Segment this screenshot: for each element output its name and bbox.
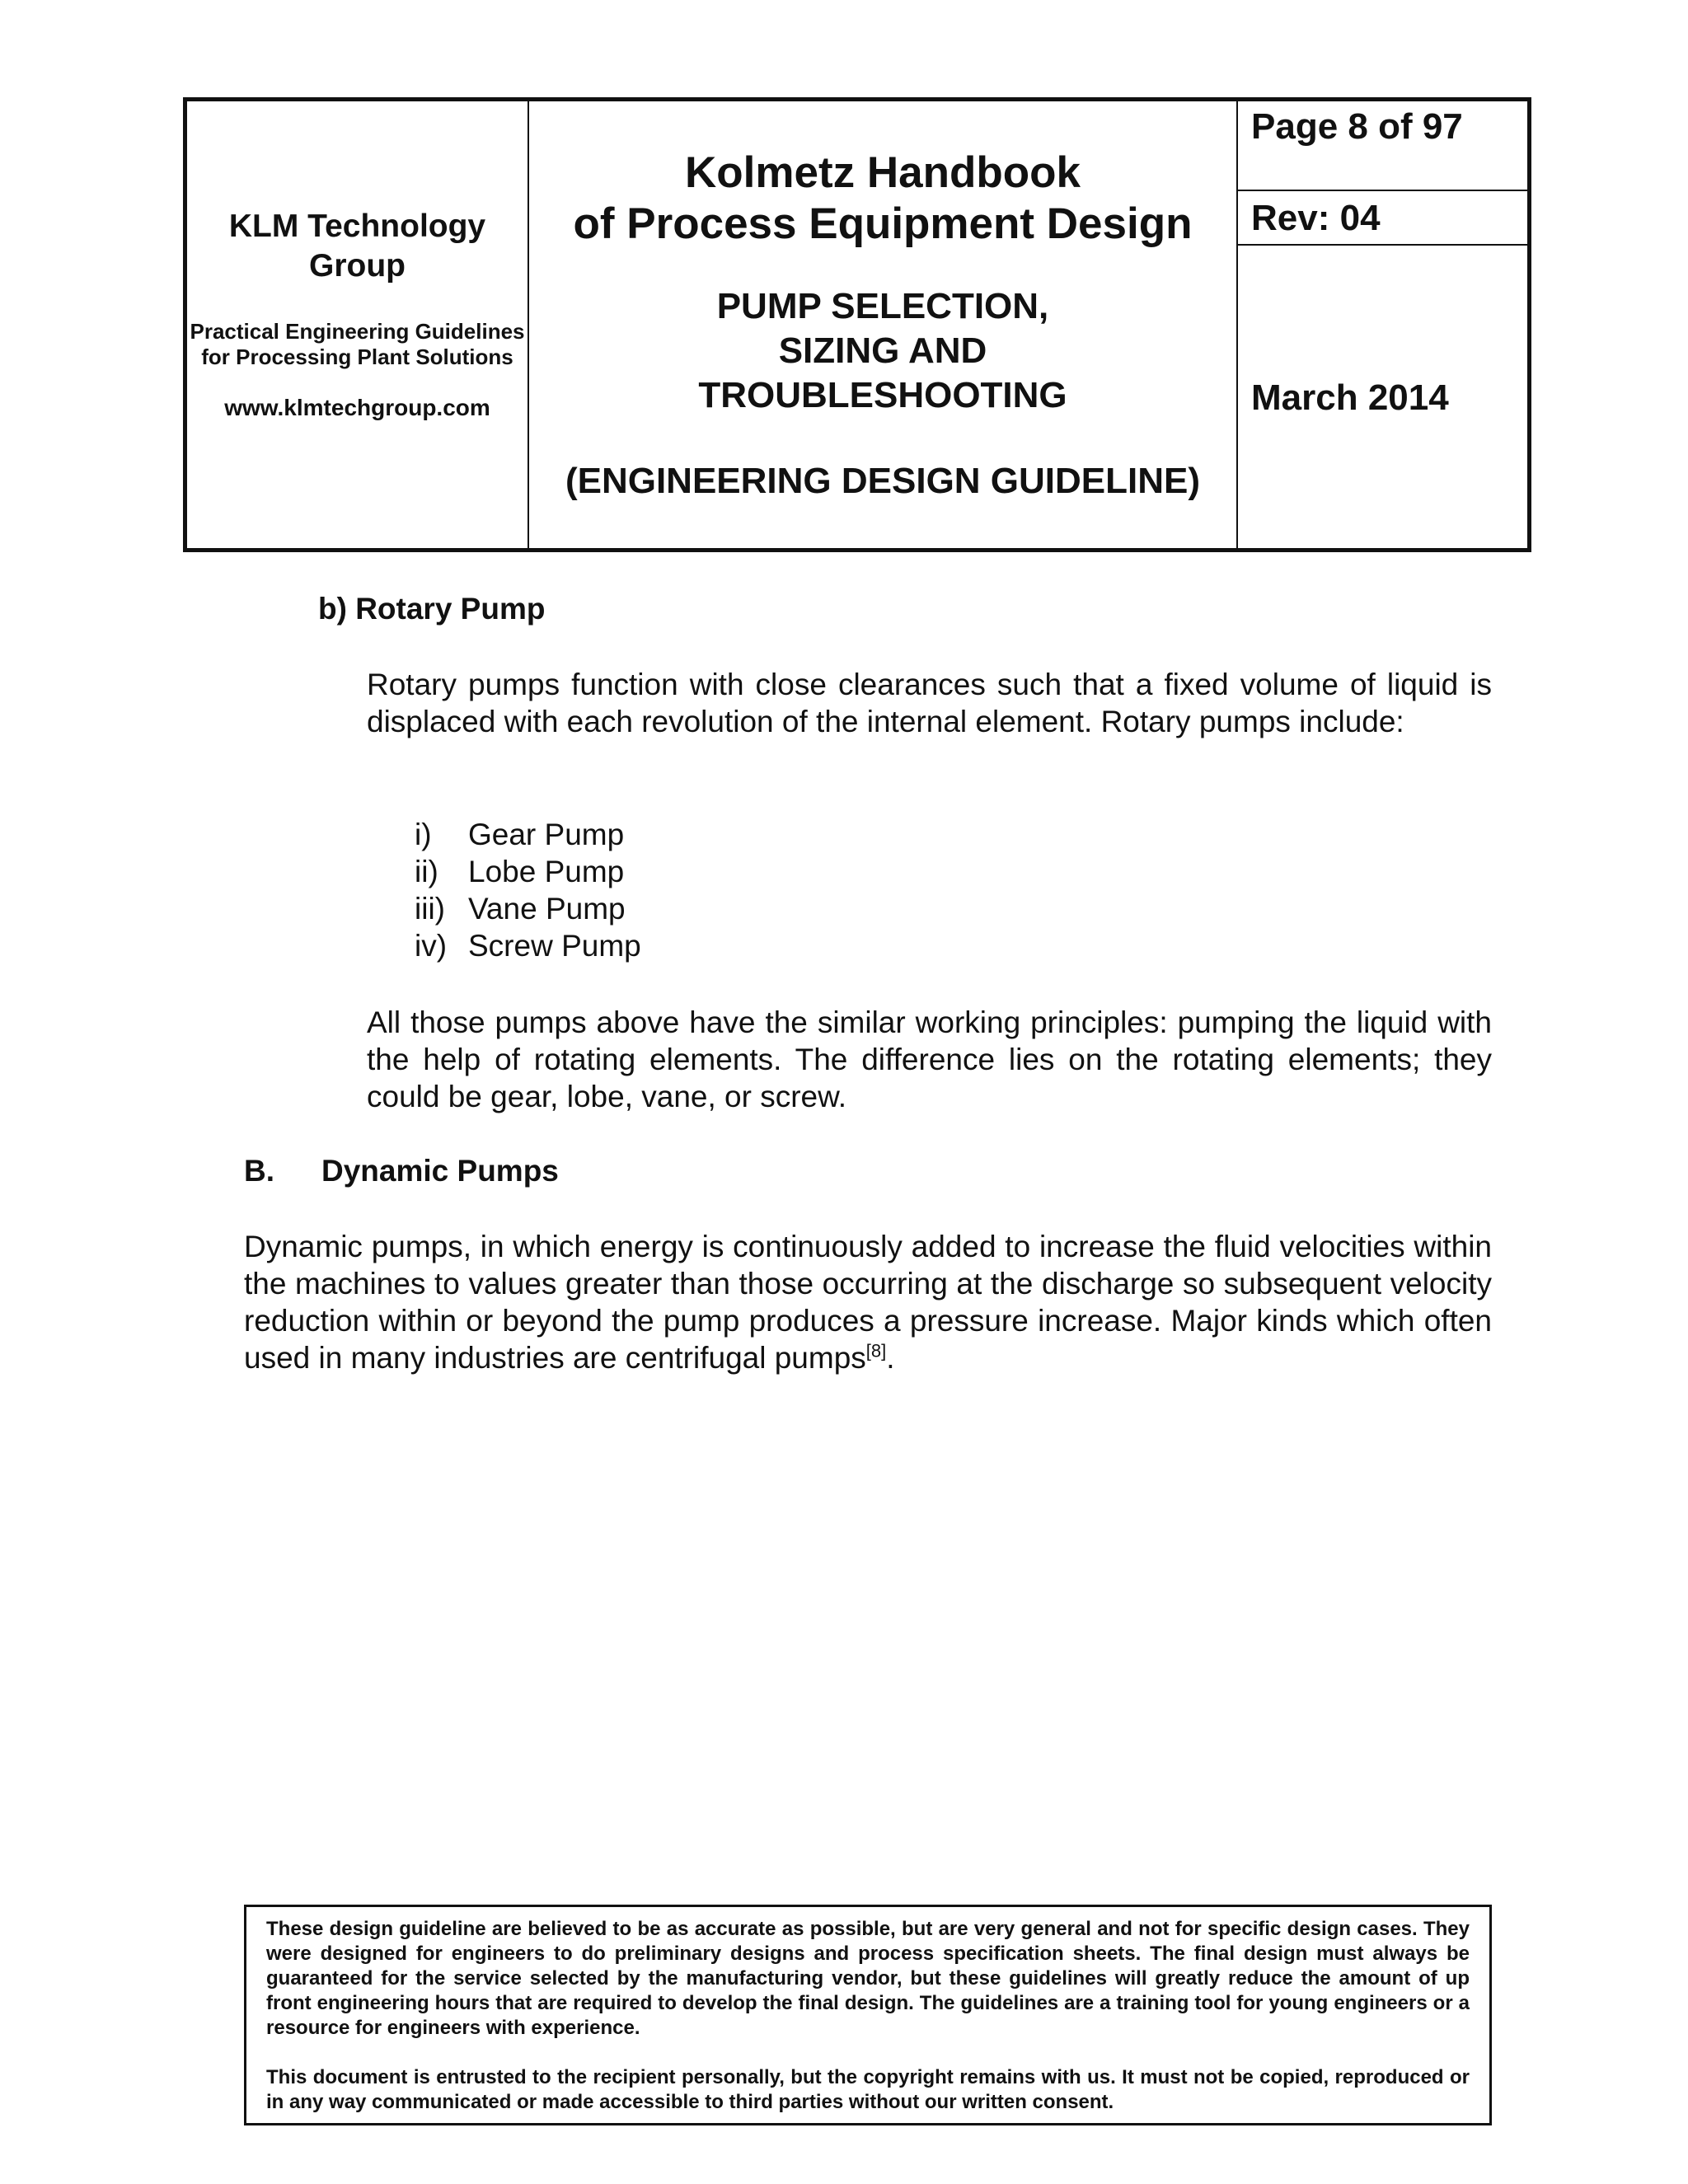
list-item-number: iv) bbox=[415, 929, 448, 963]
section-label: Dynamic Pumps bbox=[321, 1154, 559, 1188]
org-column bbox=[187, 101, 529, 548]
list-item bbox=[415, 890, 641, 927]
org-name: KLM Technology Group bbox=[228, 209, 486, 284]
list-item bbox=[415, 927, 641, 964]
meta-column bbox=[1238, 101, 1527, 548]
org-tagline: Practical Engineering Guidelines for Processing Plant Solutions bbox=[190, 319, 525, 369]
footer-disclaimer-box bbox=[244, 1905, 1492, 2125]
sentence-end: . bbox=[886, 1341, 895, 1375]
citation-reference: [8] bbox=[865, 1340, 887, 1361]
list-item-label: Lobe Pump bbox=[468, 855, 625, 888]
document-header bbox=[183, 97, 1531, 552]
list-item-label: Gear Pump bbox=[468, 818, 625, 851]
document-title-line: PUMP SELECTION, bbox=[716, 286, 1049, 326]
handbook-title-line: of Process Equipment Design bbox=[573, 199, 1193, 248]
list-item-label: Screw Pump bbox=[468, 929, 641, 963]
rotary-pump-heading: b) Rotary Pump bbox=[318, 592, 546, 626]
rotary-pump-summary: All those pumps above have the similar working principles: pumping the liquid with the help of rotating elements. The difference lies on the rotating elements; they could be gear, lobe, vane, or screw. bbox=[367, 1005, 1492, 1113]
document-date: March 2014 bbox=[1251, 377, 1449, 418]
dynamic-pumps-body: Dynamic pumps, in which energy is continuously added to increase the fluid velocities within the machines to values greater than those occurring at the discharge so subsequent velocity reduction within or beyond the pump produces a pressure increase. Major kinds which often used in many industries are centrifugal pumps bbox=[244, 1230, 1492, 1375]
rotary-pump-intro: Rotary pumps function with close clearances such that a fixed volume of liquid is displaced with each revolution of the internal element. Rotary pumps include: bbox=[367, 668, 1492, 738]
dynamic-pumps-text bbox=[244, 1228, 1492, 1376]
revision-number: Rev: 04 bbox=[1238, 191, 1527, 246]
document-title-line: TROUBLESHOOTING bbox=[698, 375, 1067, 415]
document-title bbox=[529, 284, 1236, 418]
org-website: www.klmtechgroup.com bbox=[224, 395, 490, 420]
list-item-number: ii) bbox=[415, 855, 438, 888]
list-item bbox=[415, 816, 641, 853]
rotary-pump-list bbox=[415, 816, 641, 964]
list-item-label: Vane Pump bbox=[468, 892, 626, 926]
handbook-title-line: Kolmetz Handbook bbox=[685, 148, 1081, 197]
list-item-number: iii) bbox=[415, 892, 445, 926]
list-item-number: i) bbox=[415, 818, 432, 851]
disclaimer-text: These design guideline are believed to be as accurate as possible, but are very general and not for specific design cases. They were designed for engineers to do preliminary designs and process specification sheets. The final design must always be guaranteed for the service selected by the manufacturing vendor, but these guidelines will greatly reduce the amount of up front engineering hours that are required to develop the final design. The guidelines are a training tool for young engineers or a resource for engineers with experience. bbox=[266, 1918, 1470, 2039]
document-title-line: SIZING AND bbox=[778, 330, 987, 371]
title-column bbox=[529, 101, 1238, 548]
handbook-title bbox=[529, 148, 1236, 250]
section-number: B. bbox=[244, 1154, 274, 1188]
list-item bbox=[415, 853, 641, 890]
dynamic-pumps-heading bbox=[244, 1154, 559, 1188]
document-type: (ENGINEERING DESIGN GUIDELINE) bbox=[565, 461, 1201, 501]
page-number: Page 8 of 97 bbox=[1238, 101, 1527, 191]
copyright-text: This document is entrusted to the recipient personally, but the copyright remains with us. It must not be copied, reproduced or in any way communicated or made accessible to third parties without our written consent. bbox=[266, 2066, 1470, 2113]
